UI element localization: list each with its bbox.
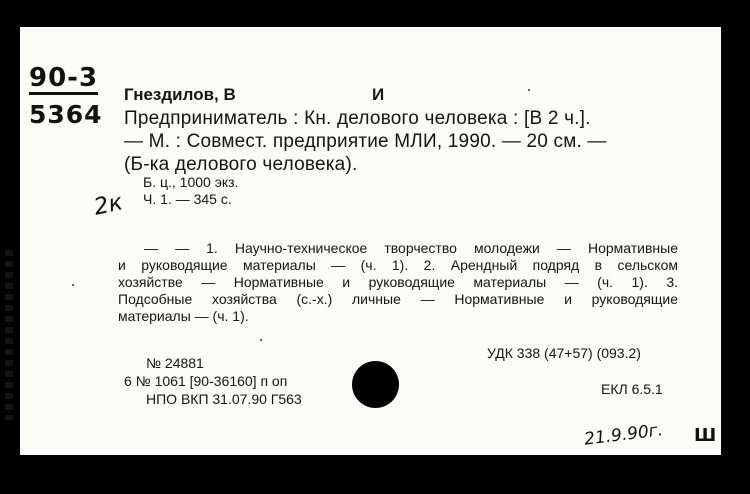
subject-line: и руководящие материалы — (ч. 1). 2. Арендный подряд в сельском — [118, 257, 678, 273]
handwritten-margin-mark: 2к — [91, 189, 125, 221]
title-line: — М. : Совмест. предприятие МЛИ, 1990. — 20 см. — — [124, 131, 607, 152]
handwritten-sheet-mark: Ш — [694, 425, 717, 446]
scan-speck — [72, 284, 74, 286]
subject-line: — — 1. Научно-техническое творчество молодежи — Нормативные — [144, 240, 678, 256]
card-punch-hole — [352, 361, 399, 408]
subject-line: Подсобные хозяйства (с.-х.) личные — Нормативные и руководящие — [118, 291, 678, 307]
order-number: 6 № 1061 [90-36160] п оп — [124, 373, 288, 389]
udk-classification: УДК 338 (47+57) (093.2) — [487, 345, 641, 361]
author-second-initial: И — [372, 85, 385, 104]
title-line: Предприниматель : Кн. делового человека : [В 2 ч.]. — [124, 108, 591, 129]
shelf-mark-top: 90-3 — [29, 63, 99, 93]
scan-speck — [260, 339, 262, 341]
registration-number: № 24881 — [146, 355, 204, 371]
ekl-classification: ЕКЛ 6.5.1 — [601, 381, 663, 397]
catalog-card — [20, 27, 721, 455]
scan-edge-streak — [5, 250, 13, 420]
author-name: Гнездилов, В — [124, 85, 236, 104]
subject-headings — [118, 240, 678, 325]
price-and-print-run: Б. ц., 1000 экз. — [143, 174, 239, 190]
subject-line: хозяйстве — Нормативные и руководящие материалы — (ч. 1). 3. — [118, 274, 678, 290]
title-block — [124, 107, 607, 176]
handwritten-date-signature: 21.9.90г. — [583, 420, 665, 450]
title-line: (Б-ка делового человека). — [124, 154, 358, 175]
subject-line: материалы — (ч. 1). — [118, 308, 249, 324]
npo-code: НПО ВКП 31.07.90 Г563 — [146, 391, 302, 407]
scan-speck — [528, 89, 530, 91]
volume-pages: Ч. 1. — 345 с. — [143, 191, 232, 207]
shelf-mark-bottom: 5364 — [29, 100, 103, 129]
